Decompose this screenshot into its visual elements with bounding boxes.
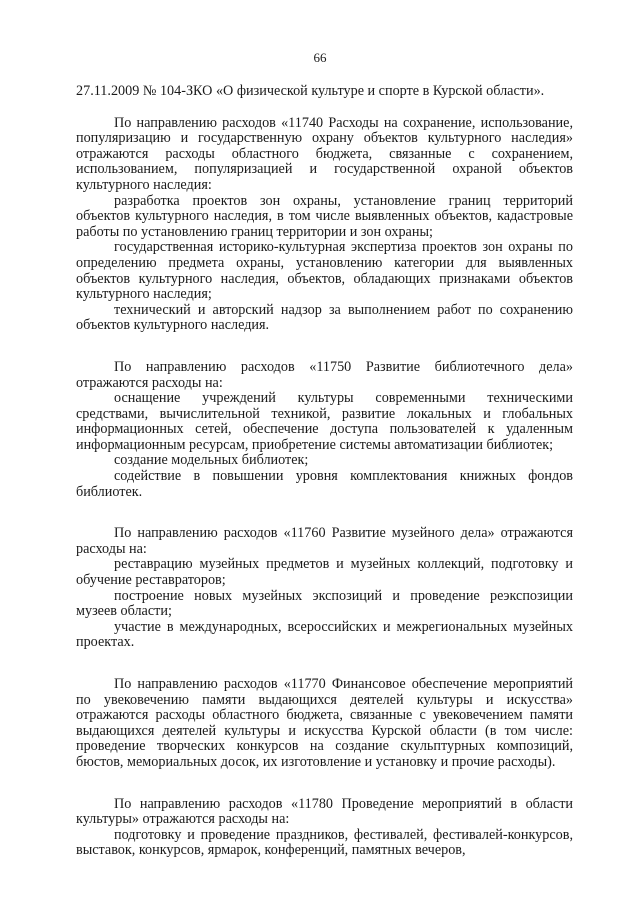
paragraph-11760-intro: По направлению расходов «11760 Развитие музейного дела» отражаются расходы на: (76, 525, 573, 557)
paragraph-11750-item: оснащение учреждений культуры современными техническими средствами, вычислительной техникой, развитие локальных и глобальных информационных сетей, обеспечение доступа пользователей к удаленным информационным ресурсам, приобретение системы автоматизации библиотек; (76, 390, 573, 453)
paragraph-11780-item: подготовку и проведение праздников, фестивалей, фестивалей-конкурсов, выставок, конкурсов, ярмарок, конференций, памятных вечеров, (76, 826, 573, 859)
page-number: 66 (313, 50, 327, 65)
paragraph-11740-item: разработка проектов зон охраны, установление границ территорий объектов культурного наследия, в том числе выявленных объектов, кадастровые работы по установлению границ территории и зон охраны; (76, 192, 573, 240)
document-body (76, 84, 573, 859)
paragraph-11750-item: создание модельных библиотек; (114, 452, 309, 469)
paragraph-11760-item: участие в международных, всероссийских и межрегиональных музейных проектах. (76, 618, 573, 651)
paragraph-11750-intro: По направлению расходов «11750 Развитие библиотечного дела» отражаются расходы на: (76, 358, 573, 391)
paragraph-11750-item: содействие в повышении уровня комплектования книжных фондов библиотек. (76, 468, 573, 500)
paragraph-11760-item: построение новых музейных экспозиций и проведение реэкспозиции музеев области; (76, 587, 573, 620)
lead-paragraph: 27.11.2009 № 104-ЗКО «О физической культуре и спорте в Курской области». (76, 83, 545, 99)
paragraph-11740-item: технический и авторский надзор за выполнением работ по сохранению объектов культурного наследия. (76, 301, 573, 334)
paragraph-11740-item: государственная историко-культурная экспертиза проектов зон охраны по определению предмета охраны, установлению категории для выявленных объектов культурного наследия, объектов, обладающих признаками объектов культурного наследия; (76, 239, 573, 303)
paragraph-11780-intro: По направлению расходов «11780 Проведение мероприятий в области культуры» отражаются расходы на: (76, 795, 573, 828)
paragraph-11770-intro: По направлению расходов «11770 Финансовое обеспечение мероприятий по увековечению памяти выдающихся деятелей культуры и искусства» отражаются расходы областного бюджета, связанные с увековечением памяти выдающихся деятелей культуры и искусства Курской области (в том числе: проведение творческих конкурсов на создание скульптурных композиций, бюстов, мемориальных досок, их изготовление и установку и прочие расходы). (76, 676, 573, 770)
paragraph-11760-item: реставрацию музейных предметов и музейных коллекций, подготовку и обучение реставраторов; (76, 556, 573, 589)
paragraph-11740-intro: По направлению расходов «11740 Расходы на сохранение, использование, популяризацию и государственную охрану объектов культурного наследия» отражаются расходы областного бюджета, связанные с сохранением, использованием, популяризацией и государственной охраной объектов культурного наследия: (76, 114, 573, 193)
